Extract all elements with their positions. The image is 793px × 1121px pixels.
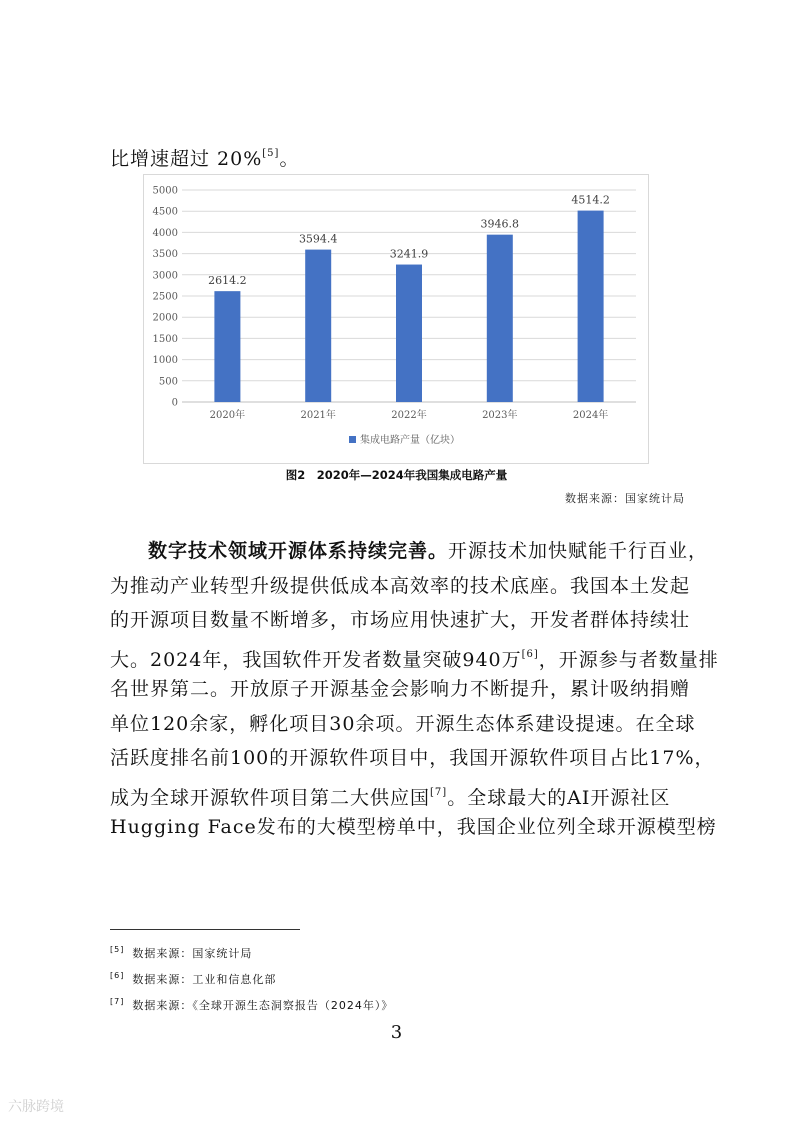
paragraph-line: 单位120余家，孵化项目30余项。开源生态体系建设提速。在全球: [110, 712, 696, 735]
y-tick-label: 2500: [152, 291, 178, 303]
y-tick-label: 5000: [152, 185, 178, 197]
y-tick-label: 4000: [152, 227, 178, 239]
footnotes: [110, 939, 393, 1017]
body-paragraph: [110, 534, 719, 845]
x-tick-label: 2020年: [209, 410, 246, 421]
figure-source: 数据来源：国家统计局: [565, 492, 685, 505]
y-tick-label: 1500: [152, 333, 178, 345]
paragraph-line: Hugging Face发布的大模型榜单中，我国企业位列全球开源模型榜: [110, 816, 717, 838]
data-label: 3946.8: [480, 217, 520, 231]
intro-line: [110, 137, 299, 176]
bar-chart: [144, 175, 650, 465]
y-tick-label: 0: [171, 397, 178, 409]
footnote-6: [6] 数据来源：工业和信息化部: [110, 971, 277, 986]
paragraph-line: 大。2024年，我国软件开发者数量突破940万[6]，开源参与者数量排: [110, 648, 719, 671]
y-tick-label: 3000: [152, 270, 178, 282]
legend-label: 集成电路产量（亿块）: [360, 435, 460, 446]
bar: [578, 211, 604, 402]
bar: [487, 235, 513, 402]
footnote-ref-6[interactable]: [6]: [521, 648, 539, 660]
footnote-ref-7[interactable]: [7]: [430, 786, 448, 798]
bar-chart-frame: [143, 174, 649, 464]
bar: [396, 265, 422, 402]
figure-caption: 图2 2020年—2024年我国集成电路产量: [285, 468, 508, 482]
footnote-7: [7] 数据来源：《全球开源生态洞察报告（2024年）》: [110, 997, 394, 1012]
y-tick-label: 1000: [152, 355, 178, 367]
intro-text: 比增速超过 20%: [110, 148, 263, 170]
paragraph-line: 数字技术领域开源体系持续完善。开源技术加快赋能千行百业，: [148, 540, 709, 562]
footnote-divider: [110, 929, 300, 930]
y-tick-label: 4500: [152, 206, 178, 218]
page-number: 3: [390, 1022, 403, 1043]
paragraph-line: 活跃度排名前100的开源软件项目中，我国开源软件项目占比17%，: [110, 747, 715, 769]
paragraph-line: 为推动产业转型升级提供低成本高效率的技术底座。我国本土发起: [110, 574, 691, 597]
data-label: 4514.2: [571, 193, 610, 207]
x-tick-label: 2021年: [300, 410, 336, 421]
data-label: 3594.4: [298, 232, 338, 246]
legend-swatch: [349, 436, 356, 443]
paragraph-lead: 数字技术领域开源体系持续完善。: [148, 540, 449, 562]
watermark-logo: 六脉跨境: [8, 1099, 64, 1115]
x-tick-label: 2022年: [391, 410, 427, 421]
footnote-ref-5[interactable]: [5]: [262, 148, 280, 159]
footnote-5: [5] 数据来源：国家统计局: [110, 945, 253, 960]
data-label: 3241.9: [389, 247, 429, 261]
x-tick-label: 2023年: [482, 410, 518, 421]
y-tick-label: 500: [158, 376, 178, 388]
bar: [305, 250, 331, 402]
bar: [214, 291, 240, 402]
paragraph-line: 成为全球开源软件项目第二大供应国[7]。全球最大的AI开源社区: [110, 786, 671, 809]
paragraph-line: 名世界第二。开放原子开源基金会影响力不断提升，累计吸纳捐赠: [110, 678, 691, 700]
y-tick-label: 2000: [152, 312, 178, 324]
x-tick-label: 2024年: [572, 410, 609, 421]
y-tick-label: 3500: [152, 249, 178, 261]
data-label: 2614.2: [208, 274, 247, 288]
paragraph-line: 的开源项目数量不断增多，市场应用快速扩大，开发者群体持续壮: [110, 609, 691, 631]
intro-tail: 。: [279, 148, 300, 170]
